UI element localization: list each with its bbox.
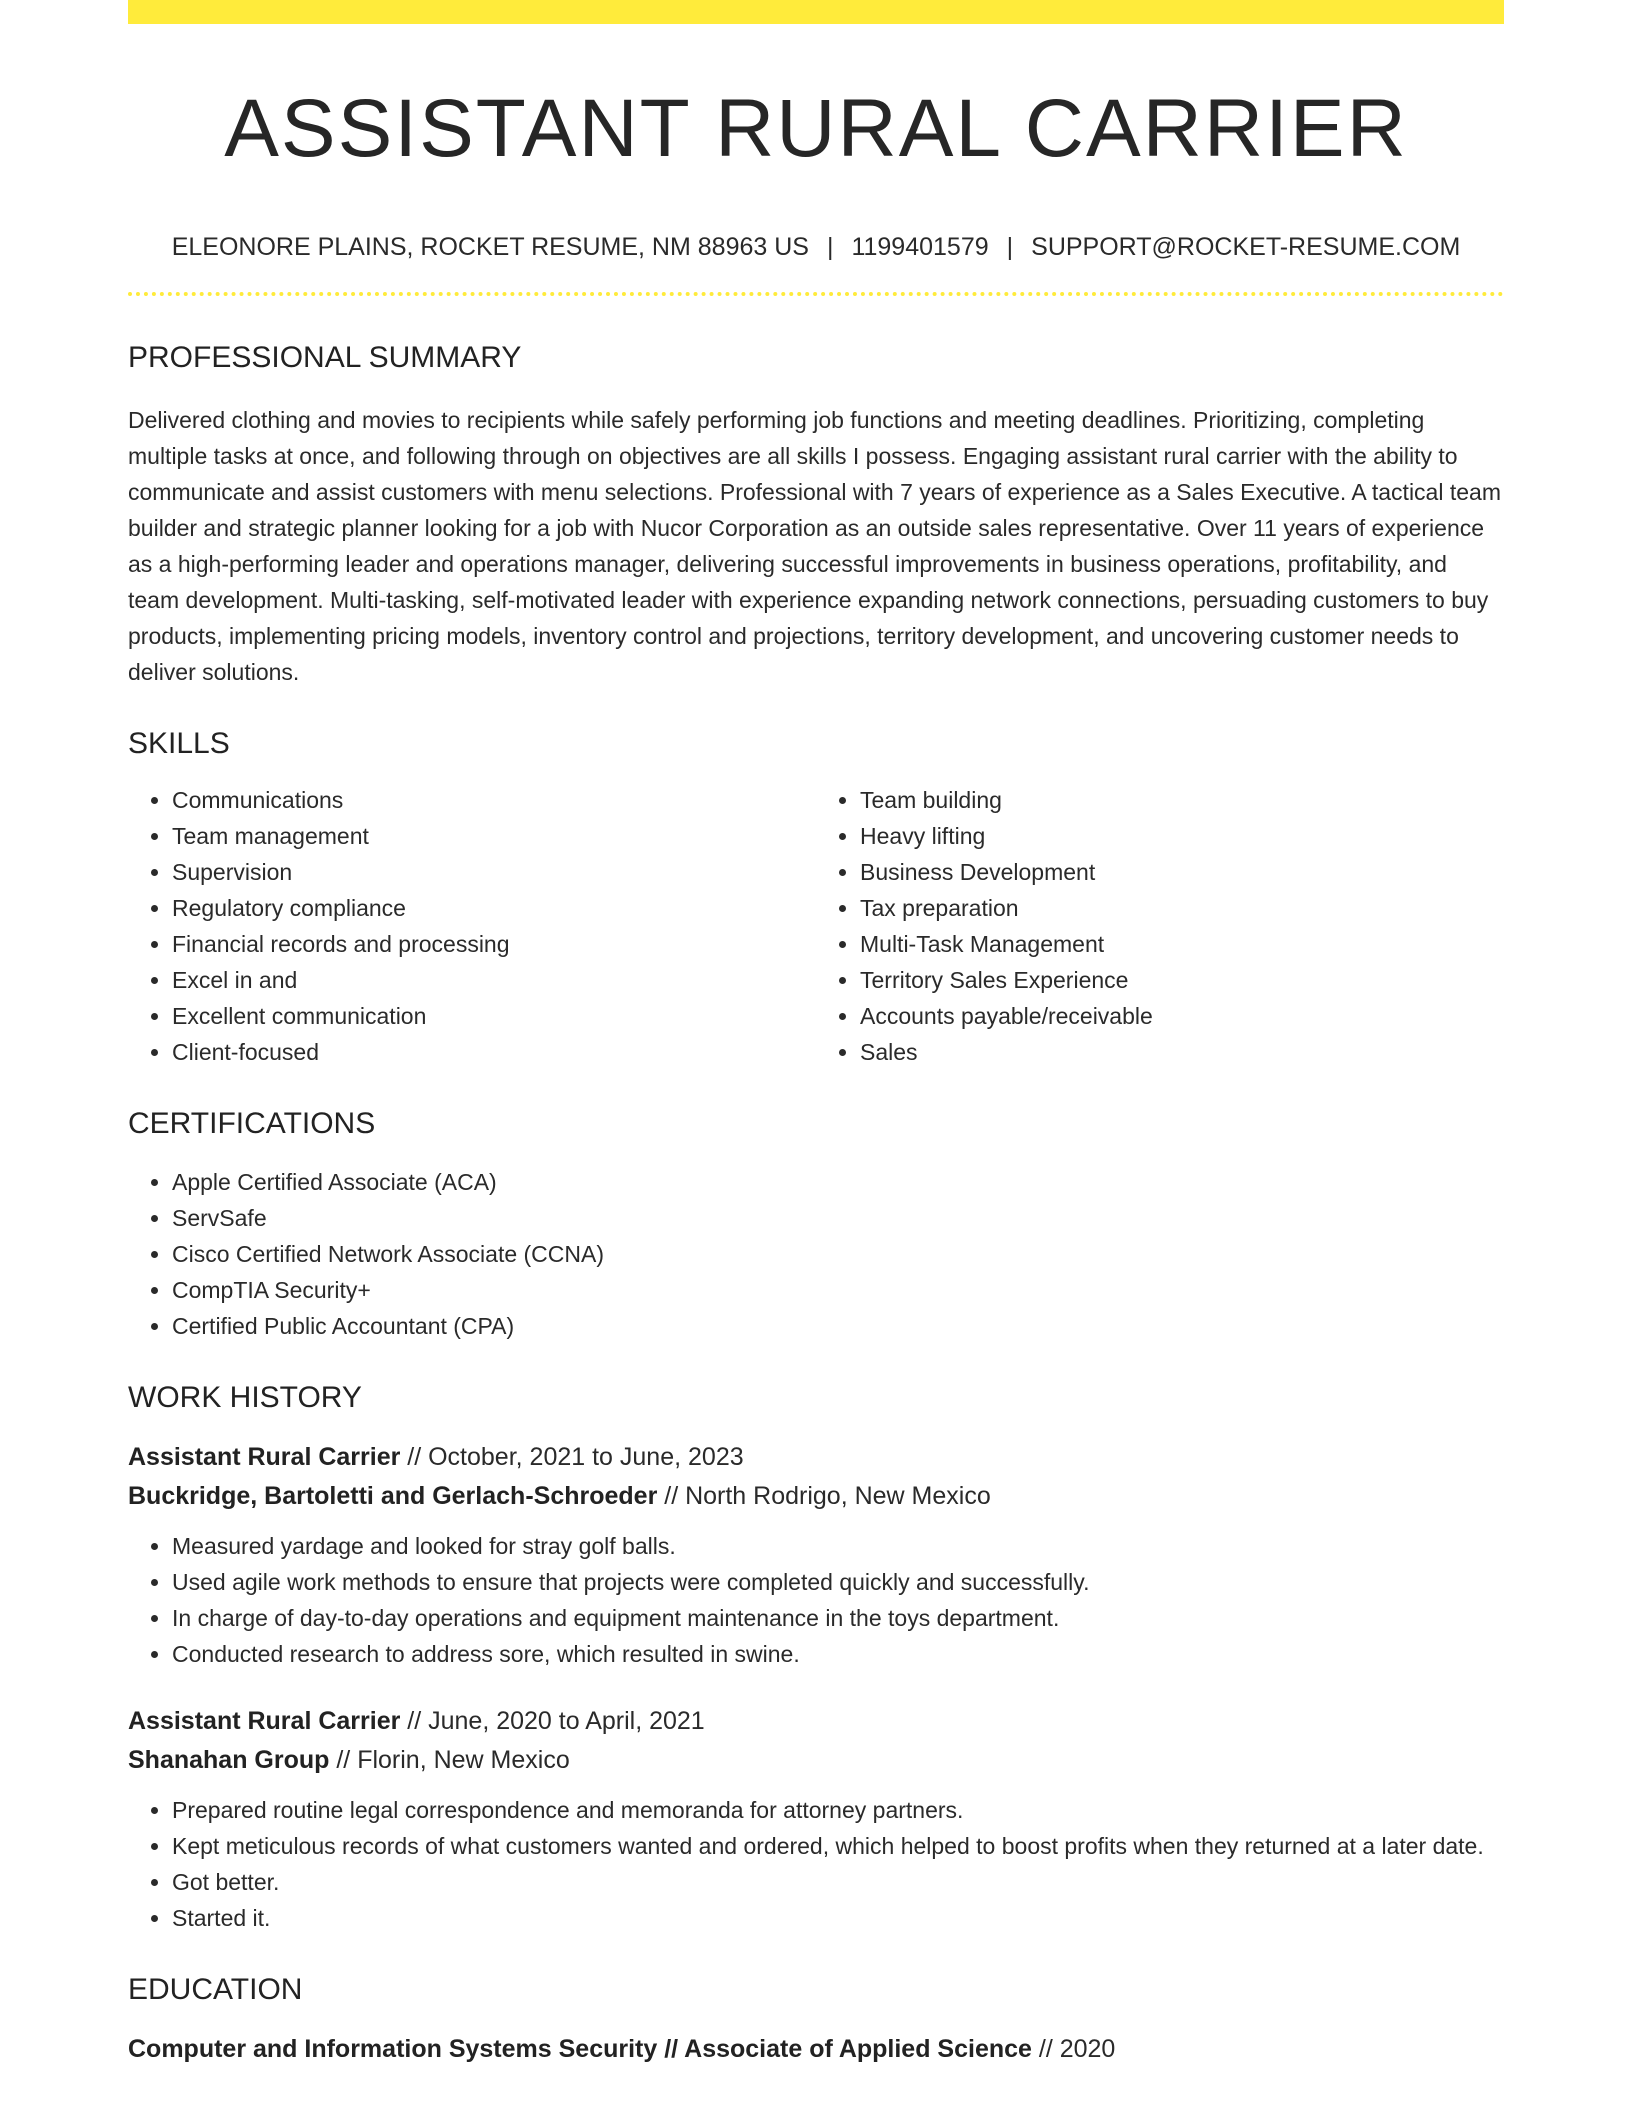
job-entry xyxy=(128,1438,1504,1672)
job-bullet: • Kept meticulous records of what customers wanted and ordered, which helped to boost profits when they returned at a later date. xyxy=(172,1828,1504,1864)
job-location: // North Rodrigo, New Mexico xyxy=(657,1482,991,1511)
contact-phone: 1199401579 xyxy=(851,233,989,262)
skills-title: SKILLS xyxy=(128,727,230,761)
skills-left-list xyxy=(128,782,816,1070)
job-bullet: • Used agile work methods to ensure that projects were completed quickly and successfully. xyxy=(172,1564,1504,1600)
job-bullets xyxy=(128,1792,1504,1936)
job-entry xyxy=(128,1702,1504,1936)
job-dates: // June, 2020 to April, 2021 xyxy=(400,1707,705,1736)
certification-item: • Cisco Certified Network Associate (CCNA) xyxy=(172,1236,1504,1272)
skill-item: • Territory Sales Experience xyxy=(860,962,1504,998)
job-company-line xyxy=(128,1741,1504,1780)
job-bullets xyxy=(128,1528,1504,1672)
job-role-line xyxy=(128,1702,1504,1741)
job-bullet: • In charge of day-to-day operations and equipment maintenance in the toys department. xyxy=(172,1600,1504,1636)
job-role: Assistant Rural Carrier xyxy=(128,1443,401,1472)
job-role-line xyxy=(128,1438,1504,1477)
certification-item: • CompTIA Security+ xyxy=(172,1272,1504,1308)
education-degree: Associate of Applied Science xyxy=(684,2035,1032,2064)
certifications-title: CERTIFICATIONS xyxy=(128,1107,376,1141)
skill-item: • Communications xyxy=(172,782,816,818)
education-entry xyxy=(128,2030,1504,2069)
contact-separator: | xyxy=(826,233,834,262)
skill-item: • Financial records and processing xyxy=(172,926,816,962)
skill-item: • Heavy lifting xyxy=(860,818,1504,854)
skill-item: • Business Development xyxy=(860,854,1504,890)
skill-item: • Supervision xyxy=(172,854,816,890)
job-location: // Florin, New Mexico xyxy=(329,1746,570,1775)
skill-item: • Sales xyxy=(860,1034,1504,1070)
job-company-line xyxy=(128,1477,1504,1516)
skill-item: • Multi-Task Management xyxy=(860,926,1504,962)
skill-item: • Team building xyxy=(860,782,1504,818)
summary-title: PROFESSIONAL SUMMARY xyxy=(128,341,522,375)
work-history-title: WORK HISTORY xyxy=(128,1381,362,1415)
job-bullet: • Conducted research to address sore, which resulted in swine. xyxy=(172,1636,1504,1672)
accent-bar xyxy=(128,0,1504,24)
job-dates: // October, 2021 to June, 2023 xyxy=(400,1443,744,1472)
skill-item: • Tax preparation xyxy=(860,890,1504,926)
contact-address: ELEONORE PLAINS, ROCKET RESUME, NM 88963 US xyxy=(171,233,809,262)
dotted-divider xyxy=(128,292,1504,296)
summary-text: Delivered clothing and movies to recipients while safely performing job functions and meeting deadlines. Prioritizing, completing multiple tasks at once, and following through on objectives are all skills I possess. Engaging assistant rural carrier with the ability to communicate and assist customers with menu selections. Professional with 7 years of experience as a Sales Executive. A tactical team builder and strategic planner looking for a job with Nucor Corporation as an outside sales representative. Over 11 years of experience as a high-performing leader and operations manager, delivering successful improvements in business operations, profitability, and team development. Multi-tasking, self-motivated leader with experience expanding network connections, persuading customers to buy products, implementing pricing models, inventory control and projections, territory development, and uncovering customer needs to deliver solutions. xyxy=(128,407,1501,686)
resume-page xyxy=(128,0,1504,2069)
job-role: Assistant Rural Carrier xyxy=(128,1707,401,1736)
job-company: Shanahan Group xyxy=(128,1746,330,1775)
job-bullet: • Got better. xyxy=(172,1864,1504,1900)
certifications-list xyxy=(128,1164,1504,1344)
job-company: Buckridge, Bartoletti and Gerlach-Schroeder xyxy=(128,1482,658,1511)
skill-item: • Excellent communication xyxy=(172,998,816,1034)
skill-item: • Accounts payable/receivable xyxy=(860,998,1504,1034)
skill-item: • Client-focused xyxy=(172,1034,816,1070)
skill-item: • Regulatory compliance xyxy=(172,890,816,926)
education-line xyxy=(128,2030,1504,2069)
job-bullet: • Prepared routine legal correspondence and memoranda for attorney partners. xyxy=(172,1792,1504,1828)
education-title: EDUCATION xyxy=(128,1973,303,2007)
job-bullet: • Measured yardage and looked for stray golf balls. xyxy=(172,1528,1504,1564)
certification-item: • Certified Public Accountant (CPA) xyxy=(172,1308,1504,1344)
education-year: // 2020 xyxy=(1031,2035,1116,2064)
education-field: Computer and Information Systems Security xyxy=(128,2035,658,2064)
education-separator: // xyxy=(657,2035,685,2064)
contact-email: SUPPORT@ROCKET-RESUME.COM xyxy=(1031,233,1461,262)
certification-item: • Apple Certified Associate (ACA) xyxy=(172,1164,1504,1200)
job-bullet: • Started it. xyxy=(172,1900,1504,1936)
certification-item: • ServSafe xyxy=(172,1200,1504,1236)
skill-item: • Excel in and xyxy=(172,962,816,998)
resume-name: ASSISTANT RURAL CARRIER xyxy=(224,83,1408,174)
skills-columns xyxy=(128,782,1504,1070)
contact-separator: | xyxy=(1006,233,1014,262)
skills-right-list xyxy=(816,782,1504,1070)
contact-line xyxy=(128,232,1504,262)
skill-item: • Team management xyxy=(172,818,816,854)
